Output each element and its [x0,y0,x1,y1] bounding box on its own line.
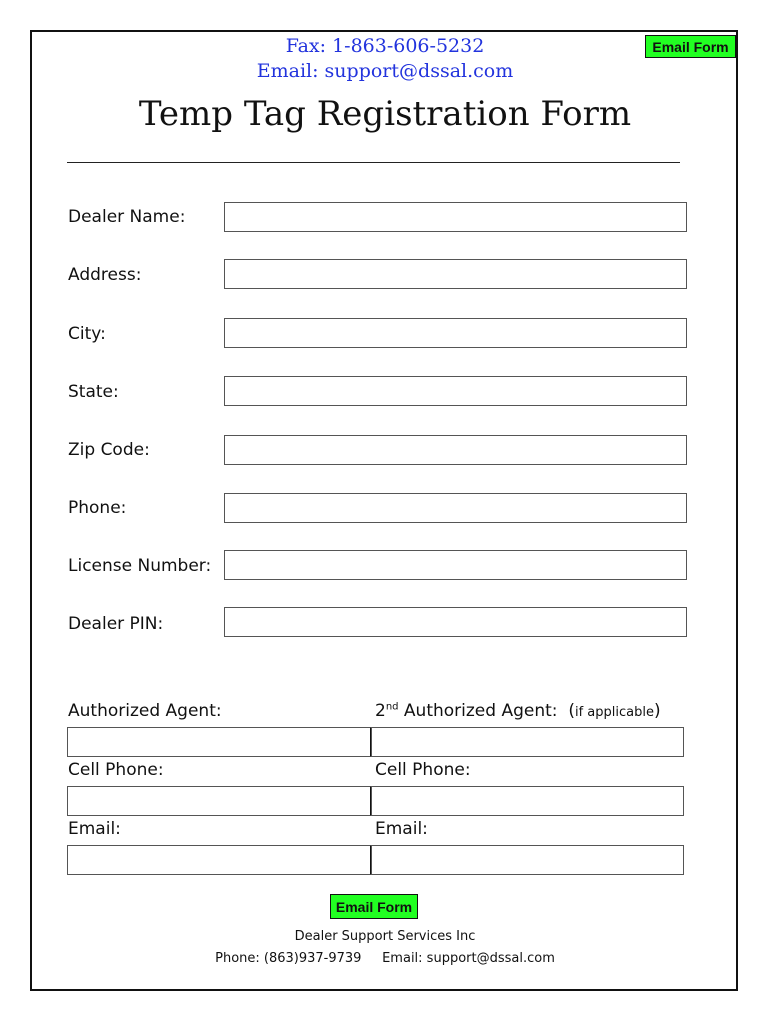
footer-contact: Phone: (863)937-9739 Email: support@dssal.com [215,951,555,966]
second-agent-cell-phone-field[interactable] [371,786,684,816]
dealer-name-field[interactable] [224,202,687,232]
city-label: City: [68,324,106,344]
second-authorized-agent-field[interactable] [371,727,684,757]
footer-company: Dealer Support Services Inc [294,929,476,944]
license-number-label: License Number: [68,556,212,576]
email-form-button-top[interactable]: Email Form [645,35,736,58]
authorized-agent-field[interactable] [67,727,372,757]
email-form-button-bottom[interactable]: Email Form [330,894,418,919]
dealer-pin-field[interactable] [224,607,687,637]
state-label: State: [68,382,119,402]
email-label-right: Email: [375,819,428,839]
fax-number: Fax: 1-863-606-5232 [285,35,485,57]
authorized-agent-label: Authorized Agent: [68,701,222,721]
city-field[interactable] [224,318,687,348]
dealer-name-label: Dealer Name: [68,207,186,227]
page-title: Temp Tag Registration Form [138,94,632,134]
agent-email-field[interactable] [67,845,372,875]
second-authorized-agent-label: 2nd Authorized Agent: (if applicable) [375,701,661,721]
email-label-left: Email: [68,819,121,839]
address-field[interactable] [224,259,687,289]
license-number-field[interactable] [224,550,687,580]
agent-cell-phone-field[interactable] [67,786,372,816]
if-applicable-note: if applicable [574,705,654,720]
zip-code-label: Zip Code: [68,440,150,460]
zip-code-field[interactable] [224,435,687,465]
cell-phone-label-left: Cell Phone: [68,760,164,780]
state-field[interactable] [224,376,687,406]
second-agent-email-field[interactable] [371,845,684,875]
phone-field[interactable] [224,493,687,523]
phone-label: Phone: [68,498,127,518]
cell-phone-label-right: Cell Phone: [375,760,471,780]
support-email: Email: support@dssal.com [256,60,514,82]
dealer-pin-label: Dealer PIN: [68,614,164,634]
address-label: Address: [68,265,142,285]
title-divider [67,162,680,163]
